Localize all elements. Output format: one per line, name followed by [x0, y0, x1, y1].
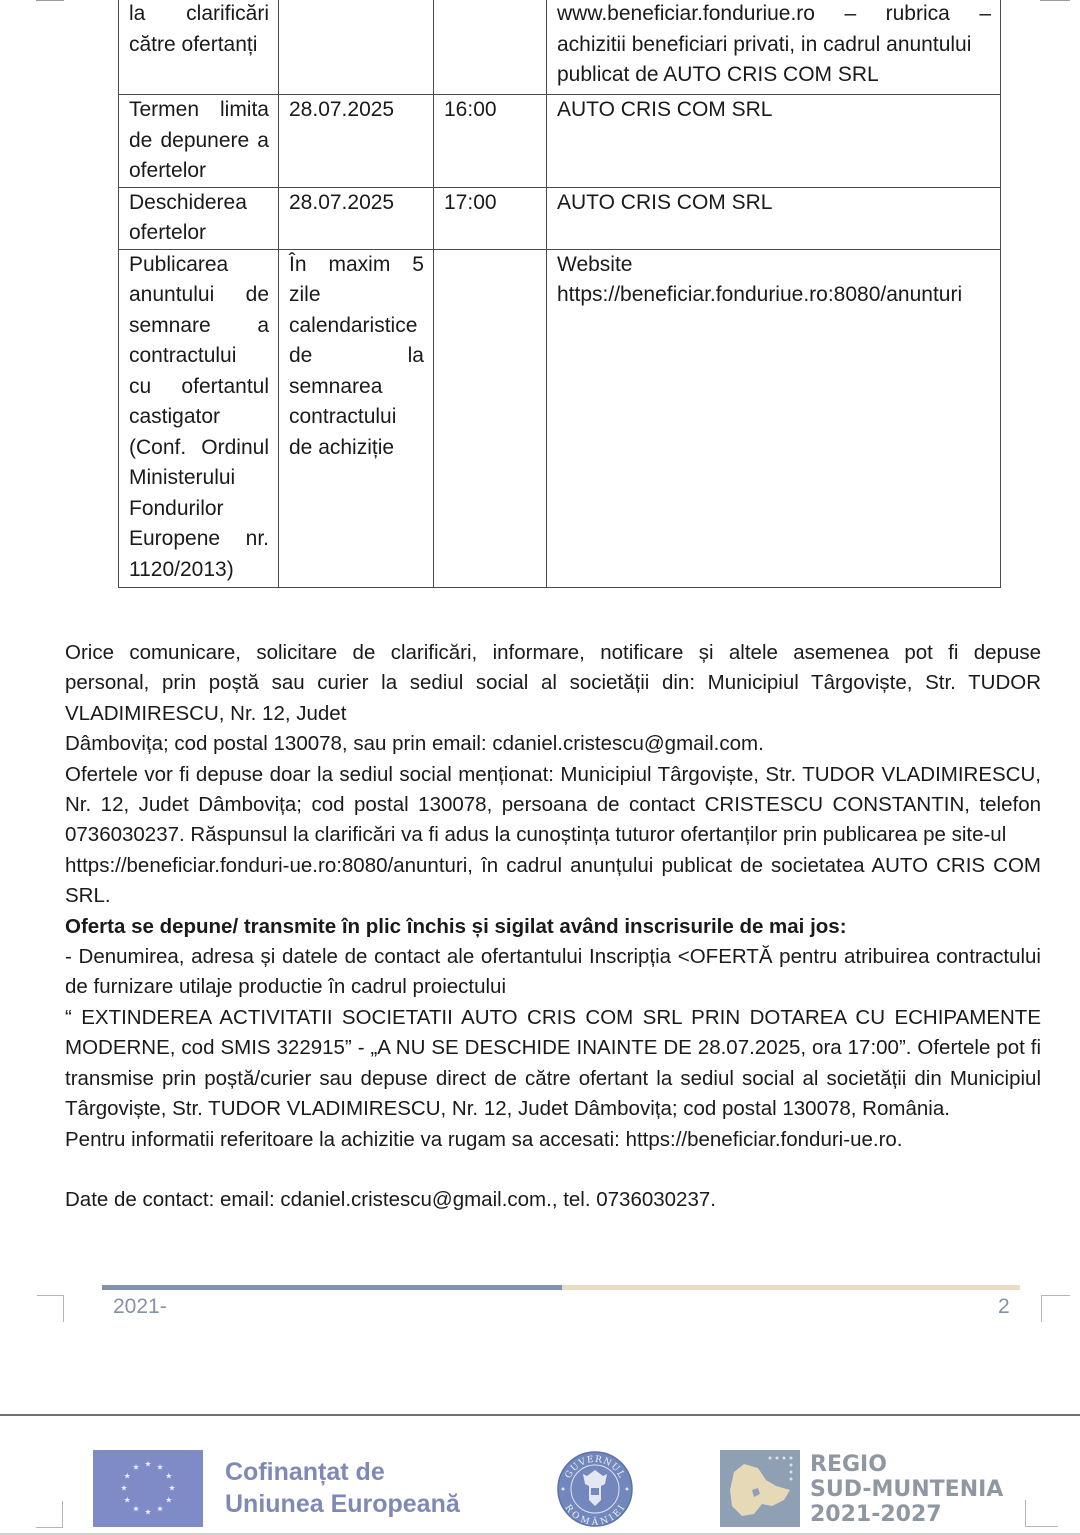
paragraph-communication-1: Orice comunicare, solicitare de clarificări, informare, notificare și altele asemenea pot fi depuse — [65, 641, 1041, 664]
page-divider — [0, 1414, 1080, 1416]
cell-activity-line: Europene nr. — [129, 527, 269, 550]
cell-activity-line: (Conf. Ordinul — [129, 435, 269, 459]
cell-activity-line: Fondurilor — [129, 496, 224, 520]
cell-time — [434, 95, 547, 188]
footer-color-bar — [102, 1285, 1020, 1290]
paragraph-info-link: Pentru informatii referitoare la achizitie va rugam sa accesati: https://beneficiar.fonduri-ue.ro. — [65, 1127, 903, 1151]
cell-date — [279, 0, 434, 95]
top-right-mark — [1040, 0, 1070, 1]
document-body — [65, 638, 1041, 1215]
eu-text-line1: Cofinanțat de — [225, 1458, 385, 1486]
cell-activity-line: castigator — [129, 405, 221, 428]
paragraph-communication-2: personal, prin poștă sau curier la sediul social al societății din: Municipiul Târgoviște, Str. TUDOR — [65, 671, 1041, 695]
footer-bar-blue — [102, 1285, 562, 1290]
corner-mark-bottom-left — [36, 1501, 63, 1528]
cell-activity-line: 1120/2013) — [129, 557, 234, 581]
cell-time-value: 16:00 — [444, 98, 497, 121]
cell-location-line: AUTO CRIS COM SRL — [557, 98, 773, 121]
cell-location — [547, 0, 1001, 95]
cell-activity-line: Deschiderea — [129, 190, 247, 214]
footer-year: 2021- — [113, 1295, 167, 1318]
regio-line1: REGIO — [810, 1452, 887, 1477]
table-row — [119, 95, 1001, 188]
cell-activity-line: de depunere a — [129, 128, 269, 152]
cell-activity-line: ofertelor — [129, 221, 207, 244]
paragraph-project-title: “ EXTINDEREA ACTIVITATII SOCIETATII AUTO CRIS COM SRL PRIN DOTAREA CU ECHIPAMENTE MODERNE, cod SMIS 322915” - „A NU SE DESCHIDE INAINTE DE 28.07.2025, ora 17:00”. Ofertele pot fi transmise prin poștă/curier sau depuse direct de către ofertant la sediul social al societății din Municipiul Târgoviște, Str. TUDOR VLADIMIRESCU, Nr. 12, Judet Dâmbovița; cod postal 130078, România. — [65, 1005, 1041, 1121]
paragraph-offers-location: Ofertele vor fi depuse doar la sediul social menționat: Municipiul Târgoviște, Str. TUDOR VLADIMIRESCU, Nr. 12, Judet Dâmbovița; cod postal 130078, persoana de contact CRISTESCU CONSTANTIN, telefon 0736030237. Răspunsul la clarificări va fi adus la cunoștința tuturor ofertanților prin publicarea pe site-ul — [65, 762, 1041, 847]
contact-details: Date de contact: email: cdaniel.cristescu@gmail.com., tel. 0736030237. — [65, 1187, 716, 1211]
eu-cofinancing-text — [225, 1456, 460, 1520]
cell-date-line: zile — [289, 283, 321, 306]
paragraph-communication-4: Dâmbovița; cod postal 130078, sau prin email: cdaniel.cristescu@gmail.com. — [65, 732, 764, 756]
cell-activity — [119, 249, 279, 587]
paragraph-communication-3: VLADIMIRESCU, Nr. 12, Judet — [65, 701, 347, 725]
cell-date-line: semnarea — [289, 374, 383, 398]
cell-location-line: www.beneficiar.fonduriue.ro – rubrica – — [557, 2, 991, 25]
cell-date — [279, 95, 434, 188]
eu-text-line2: Uniunea Europeană — [225, 1490, 460, 1518]
cell-activity-line: anuntului de — [129, 283, 269, 306]
cell-location — [547, 187, 1001, 249]
romanian-government-seal-icon — [556, 1450, 634, 1528]
page-number: 2 — [998, 1295, 1010, 1318]
cell-location-line: https://beneficiar.fonduriue.ro:8080/anunturi — [557, 283, 963, 306]
cell-time — [434, 0, 547, 95]
cell-activity-line: Publicarea — [129, 252, 229, 276]
cell-activity — [119, 187, 279, 249]
cell-date-line: calendaristice — [289, 313, 418, 337]
footer-bar-beige — [562, 1285, 1020, 1290]
cell-date-line: de achiziție — [289, 435, 395, 459]
top-left-mark — [36, 0, 64, 1]
cell-activity-line: semnare a — [129, 313, 269, 337]
corner-mark-top-right — [1041, 1295, 1070, 1322]
cell-time — [434, 249, 547, 587]
cell-activity-line: ofertelor — [129, 159, 207, 182]
cell-time-value: 17:00 — [444, 190, 497, 214]
regio-line3: 2021-2027 — [810, 1502, 942, 1527]
regio-program-text — [810, 1452, 1003, 1527]
svg-text:ROMÂNIEI: ROMÂNIEI — [562, 1503, 628, 1528]
cell-activity-line: Termen limita — [129, 98, 269, 121]
cell-location-line: AUTO CRIS COM SRL — [557, 190, 773, 214]
table-row — [119, 249, 1001, 587]
cell-activity — [119, 0, 279, 95]
table-row — [119, 187, 1001, 249]
cell-location-line: Website — [557, 252, 633, 276]
cell-date-line: de la — [289, 344, 424, 367]
cell-date — [279, 249, 434, 587]
cell-time — [434, 187, 547, 249]
paragraph-inscription: - Denumirea, adresa și datele de contact ale ofertantului Inscripția <OFERTĂ pentru atribuirea contractului de furnizare utilaje productie în cadrul proiectului — [65, 945, 1041, 999]
cell-activity-line: contractului — [129, 344, 237, 367]
cell-date-line: 28.07.2025 — [289, 98, 395, 121]
cell-date-line: În maxim 5 — [289, 252, 424, 276]
schedule-table — [118, 0, 1001, 588]
cell-activity-line: Ministerului — [129, 466, 236, 489]
cell-date-line: contractului — [289, 405, 397, 428]
cell-activity-line: cu ofertantul — [129, 374, 269, 398]
cell-date-line: 28.07.2025 — [289, 190, 395, 214]
paragraph-website-link: https://beneficiar.fonduri-ue.ro:8080/anunturi, în cadrul anunțului publicat de societatea AUTO CRIS COM SRL. — [65, 853, 1041, 908]
cell-activity-line: către ofertanți — [129, 32, 258, 56]
cell-location — [547, 249, 1001, 587]
eu-flag-icon — [93, 1450, 203, 1527]
cell-activity-line: la clarificări — [129, 2, 269, 25]
regio-line2: SUD-MUNTENIA — [810, 1477, 1004, 1502]
regio-map-icon — [720, 1450, 800, 1527]
cell-location — [547, 95, 1001, 188]
cell-location-line: publicat de AUTO CRIS COM SRL — [557, 63, 879, 86]
cell-date — [279, 187, 434, 249]
cell-location-line: achizitii beneficiari privati, in cadrul anuntului — [557, 32, 972, 56]
corner-mark-bottom-right — [1025, 1500, 1058, 1527]
svg-text:GUVERNUL: GUVERNUL — [563, 1454, 627, 1481]
table-row — [119, 0, 1001, 95]
cell-activity — [119, 95, 279, 188]
corner-mark-top-left — [37, 1295, 64, 1322]
offer-submission-heading: Oferta se depune/ transmite în plic închis și sigilat având inscrisurile de mai jos: — [65, 914, 847, 938]
